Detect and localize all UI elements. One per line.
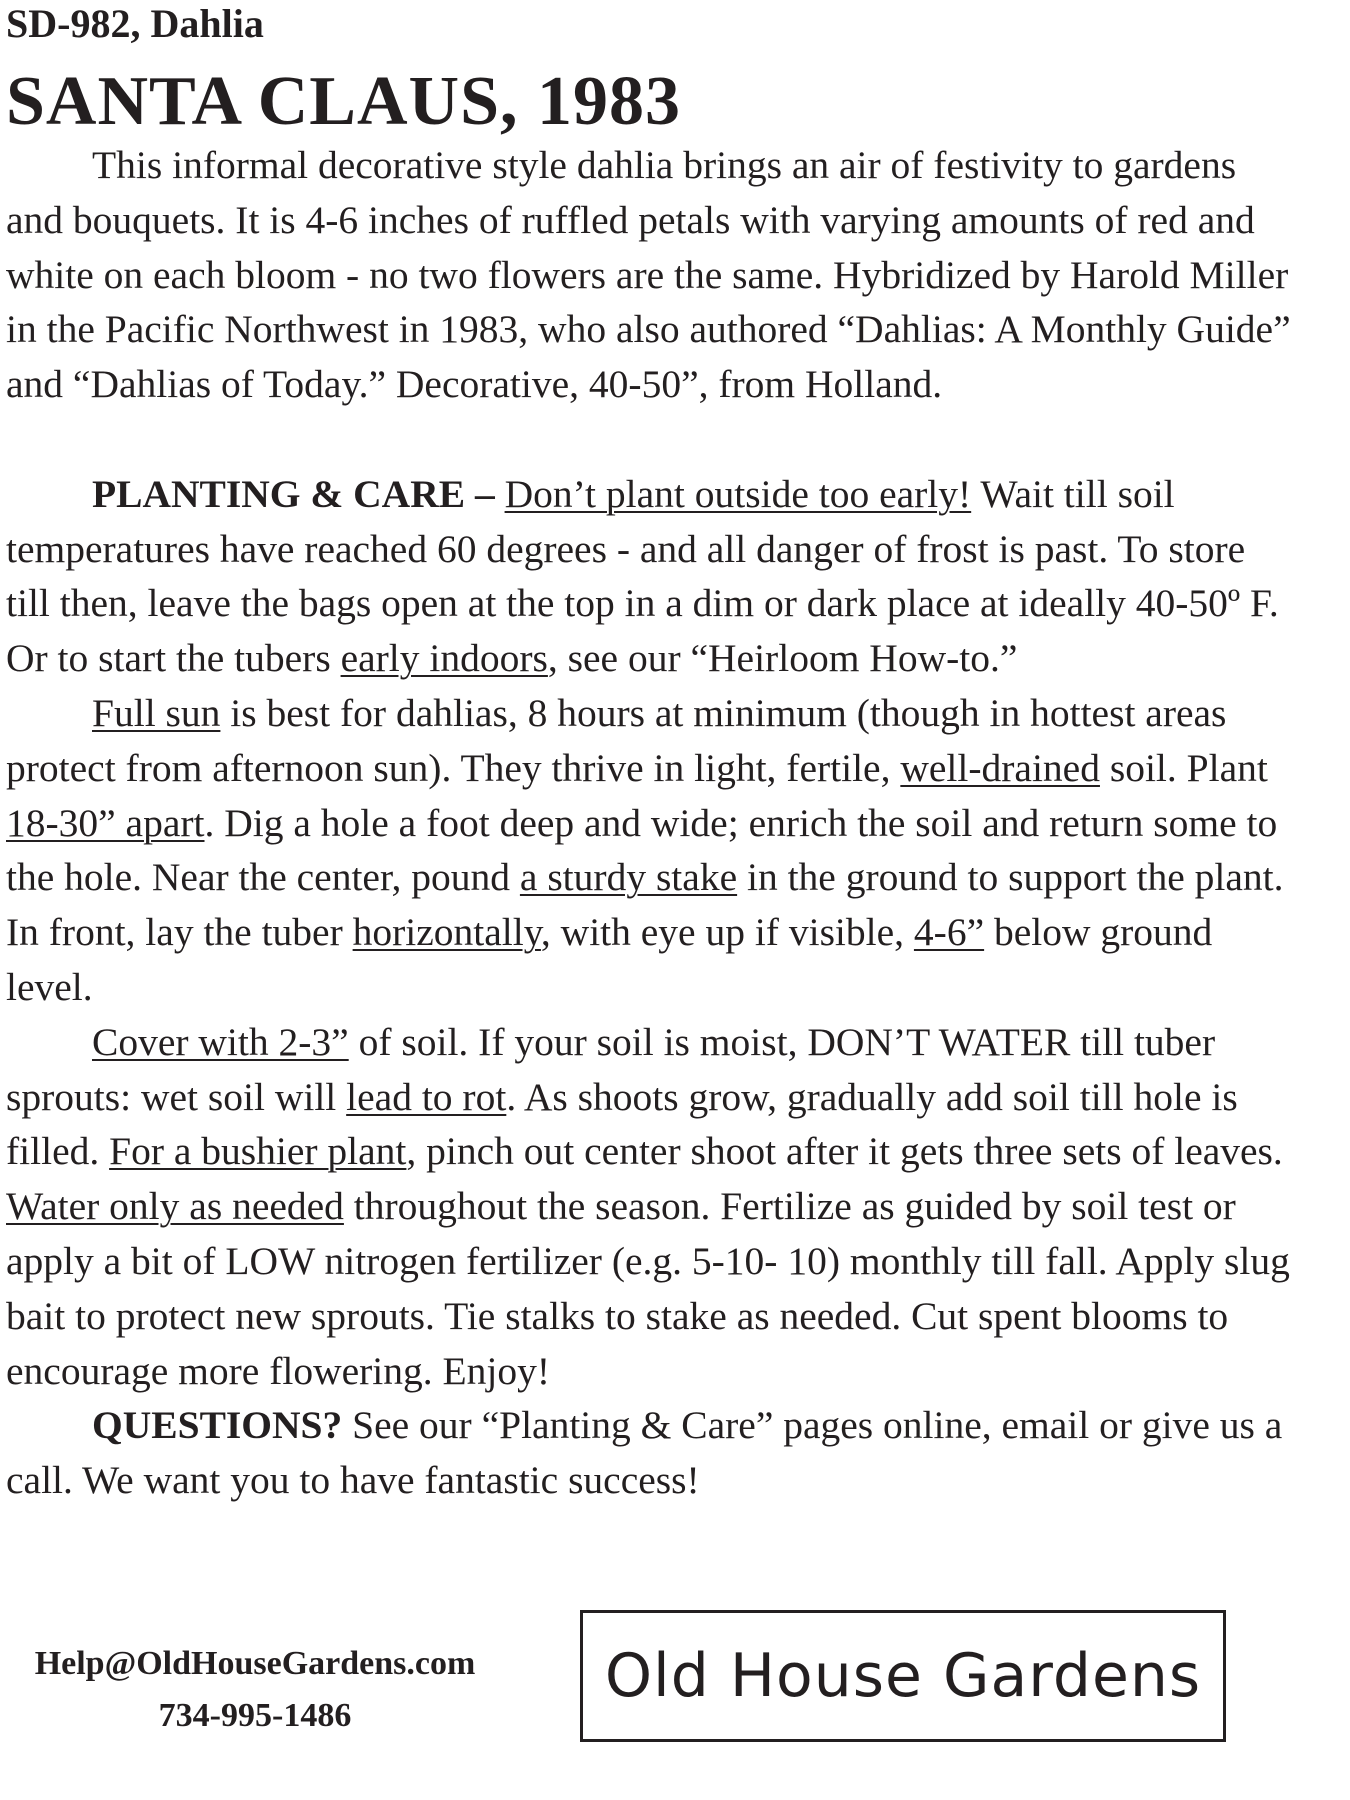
- cover-text-4: throughout the season. Fertilize as guided by soil test or apply a bit of LOW nitrogen fertilizer (e.g. 5-10- 10) monthly till fall. Apply slug bait to protect new sprouts. Tie stalks to stake as needed. Cut spent blooms to encourage more flowering. Enjoy!: [6, 1184, 1290, 1393]
- planting-text-1: Wait till soil temperatures have reached 60 degrees - and all danger of frost is past. To store till then, leave the bags open at the top in a dim or dark place at ideally 40-50º F. Or to start the tubers: [6, 471, 1279, 681]
- body-text: [6, 138, 1296, 1508]
- product-code: SD-982, Dahlia: [6, 1, 264, 46]
- cover-text-1: of soil. If your soil is moist, DON’T WATER till tuber sprouts: wet soil will: [6, 1019, 1216, 1119]
- sun-text-5: , with eye up if visible,: [540, 910, 914, 955]
- underline-cover: Cover with 2-3”: [92, 1019, 349, 1064]
- sun-paragraph: [6, 686, 1296, 1015]
- paragraph-gap: [6, 412, 1296, 467]
- logo-box: [580, 1610, 1226, 1742]
- cover-text-2: . As shoots grow, gradually add soil till hole is filled.: [6, 1074, 1238, 1174]
- sun-text-2: soil. Plant: [1099, 745, 1268, 790]
- questions-text: See our “Planting & Care” pages online, email or give us a call. We want you to have fantastic success!: [6, 1403, 1283, 1503]
- planting-text-2: , see our “Heirloom How-to.”: [547, 636, 1018, 681]
- contact-email: Help@OldHouseGardens.com: [34, 1645, 476, 1682]
- planting-paragraph: [6, 467, 1296, 686]
- planting-heading: PLANTING & CARE –: [92, 471, 495, 516]
- underline-bushier: For a bushier plant: [109, 1129, 407, 1174]
- contact-block: [0, 1638, 510, 1742]
- sun-text-4: in the ground to support the plant. In front, lay the tuber: [6, 855, 1284, 955]
- intro-paragraph: This informal decorative style dahlia brings an air of festivity to gardens and bouquets. It is 4-6 inches of ruffled petals with varying amounts of red and white on each bloom - no two flowers are the same. Hybridized by Harold Miller in the Pacific Northwest in 1983, who also authored “Dahlias: A Monthly Guide” and “Dahlias of Today.” Decorative, 40-50”, from Holland.: [6, 143, 1291, 407]
- questions-paragraph: [6, 1398, 1296, 1508]
- underline-water: Water only as needed: [6, 1184, 344, 1229]
- logo: Old House Gardens: [604, 1641, 1202, 1711]
- underline-well-drained: well-drained: [900, 745, 1100, 790]
- cover-paragraph: [6, 1015, 1296, 1399]
- underline-spacing: 18-30” apart: [6, 800, 205, 845]
- underline-full-sun: Full sun: [92, 690, 221, 735]
- sun-text-3: . Dig a hole a foot deep and wide; enrich the soil and return some to the hole. Near the center, pound: [6, 800, 1278, 900]
- underline-rot: lead to rot: [346, 1074, 507, 1119]
- underline-early-indoors: early indoors: [340, 636, 548, 681]
- page-title: SANTA CLAUS, 1983: [6, 63, 681, 140]
- underline-depth: 4-6”: [913, 910, 985, 955]
- underline-horizontally: horizontally: [352, 910, 541, 955]
- sun-text-6: below ground level.: [6, 910, 1213, 1009]
- questions-heading: QUESTIONS?: [92, 1403, 343, 1448]
- cover-text-3: , pinch out center shoot after it gets three sets of leaves.: [406, 1129, 1283, 1174]
- contact-phone: 734-995-1486: [158, 1697, 352, 1734]
- underline-stake: a sturdy stake: [519, 855, 738, 900]
- underline-plant-early: Don’t plant outside too early!: [504, 471, 972, 516]
- sun-text-1: is best for dahlias, 8 hours at minimum (though in hottest areas protect from afternoon sun). They thrive in light, fertile,: [6, 690, 1227, 790]
